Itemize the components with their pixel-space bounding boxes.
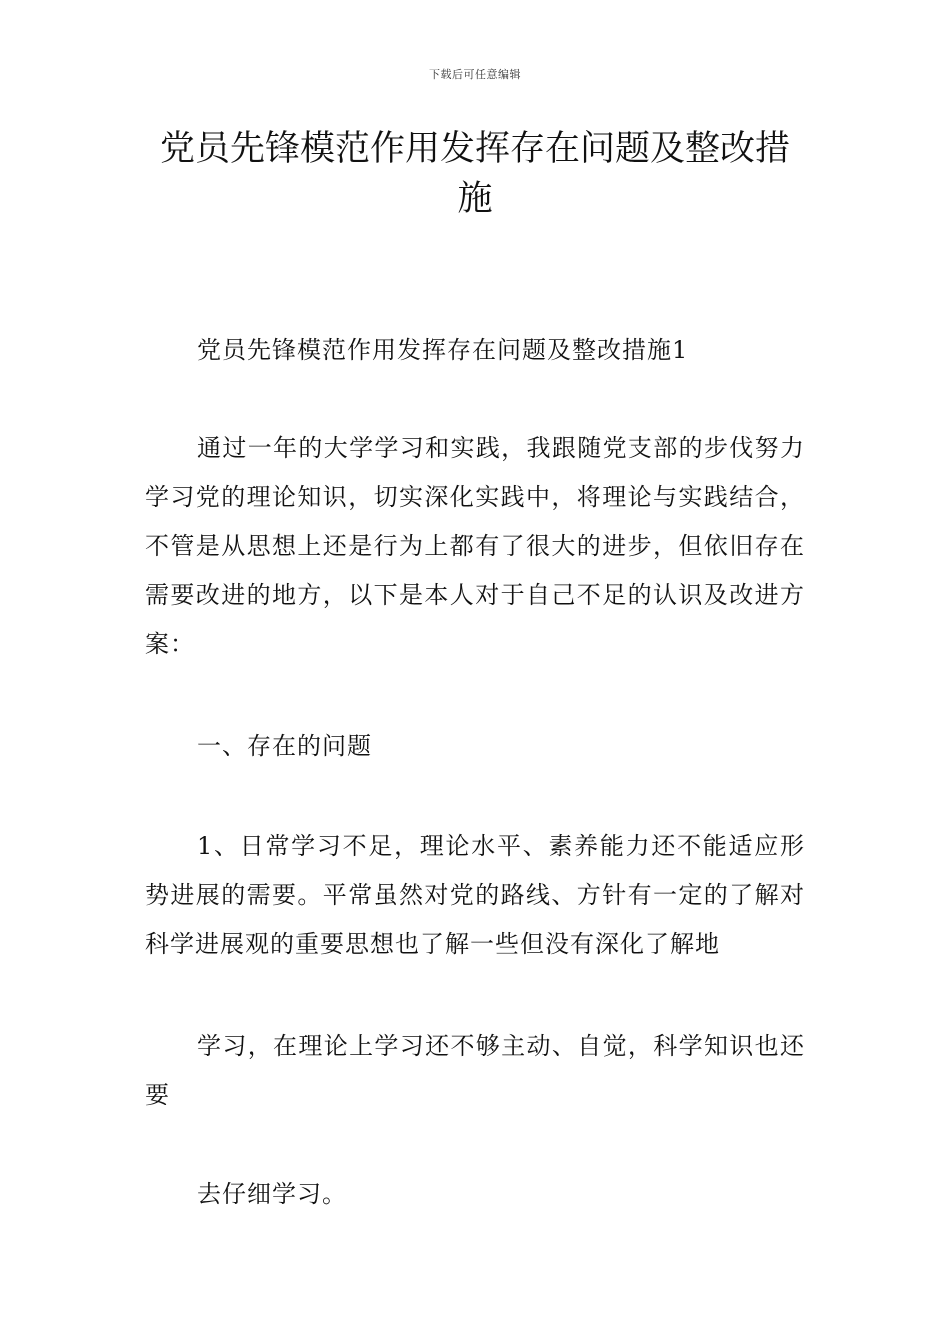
header-note: 下载后可任意编辑 <box>429 68 521 81</box>
intro-paragraph: 通过一年的大学学习和实践，我跟随党支部的步伐努力学习党的理论知识，切实深化实践中，将理论与实践结合，不管是从思想上还是行为上都有了很大的进步，但依旧存在需要改进的地方，以下是本人对于自己不足的认识及改进方案： <box>145 434 805 658</box>
section-heading: 一、存在的问题 <box>197 732 372 760</box>
document-title: 党员先锋模范作用发挥存在问题及整改措施 <box>159 129 790 219</box>
careful-study-paragraph: 去仔细学习。 <box>197 1180 347 1208</box>
subtitle-paragraph: 党员先锋模范作用发挥存在问题及整改措施1 <box>197 336 689 364</box>
study-paragraph: 学习，在理论上学习还不够主动、自觉，科学知识也还要 <box>145 1032 805 1109</box>
problem-item-1: 1、日常学习不足，理论水平、素养能力还不能适应形势进展的需要。平常虽然对党的路线、方针有一定的了解对科学进展观的重要思想也了解一些但没有深化了解地 <box>145 832 805 958</box>
